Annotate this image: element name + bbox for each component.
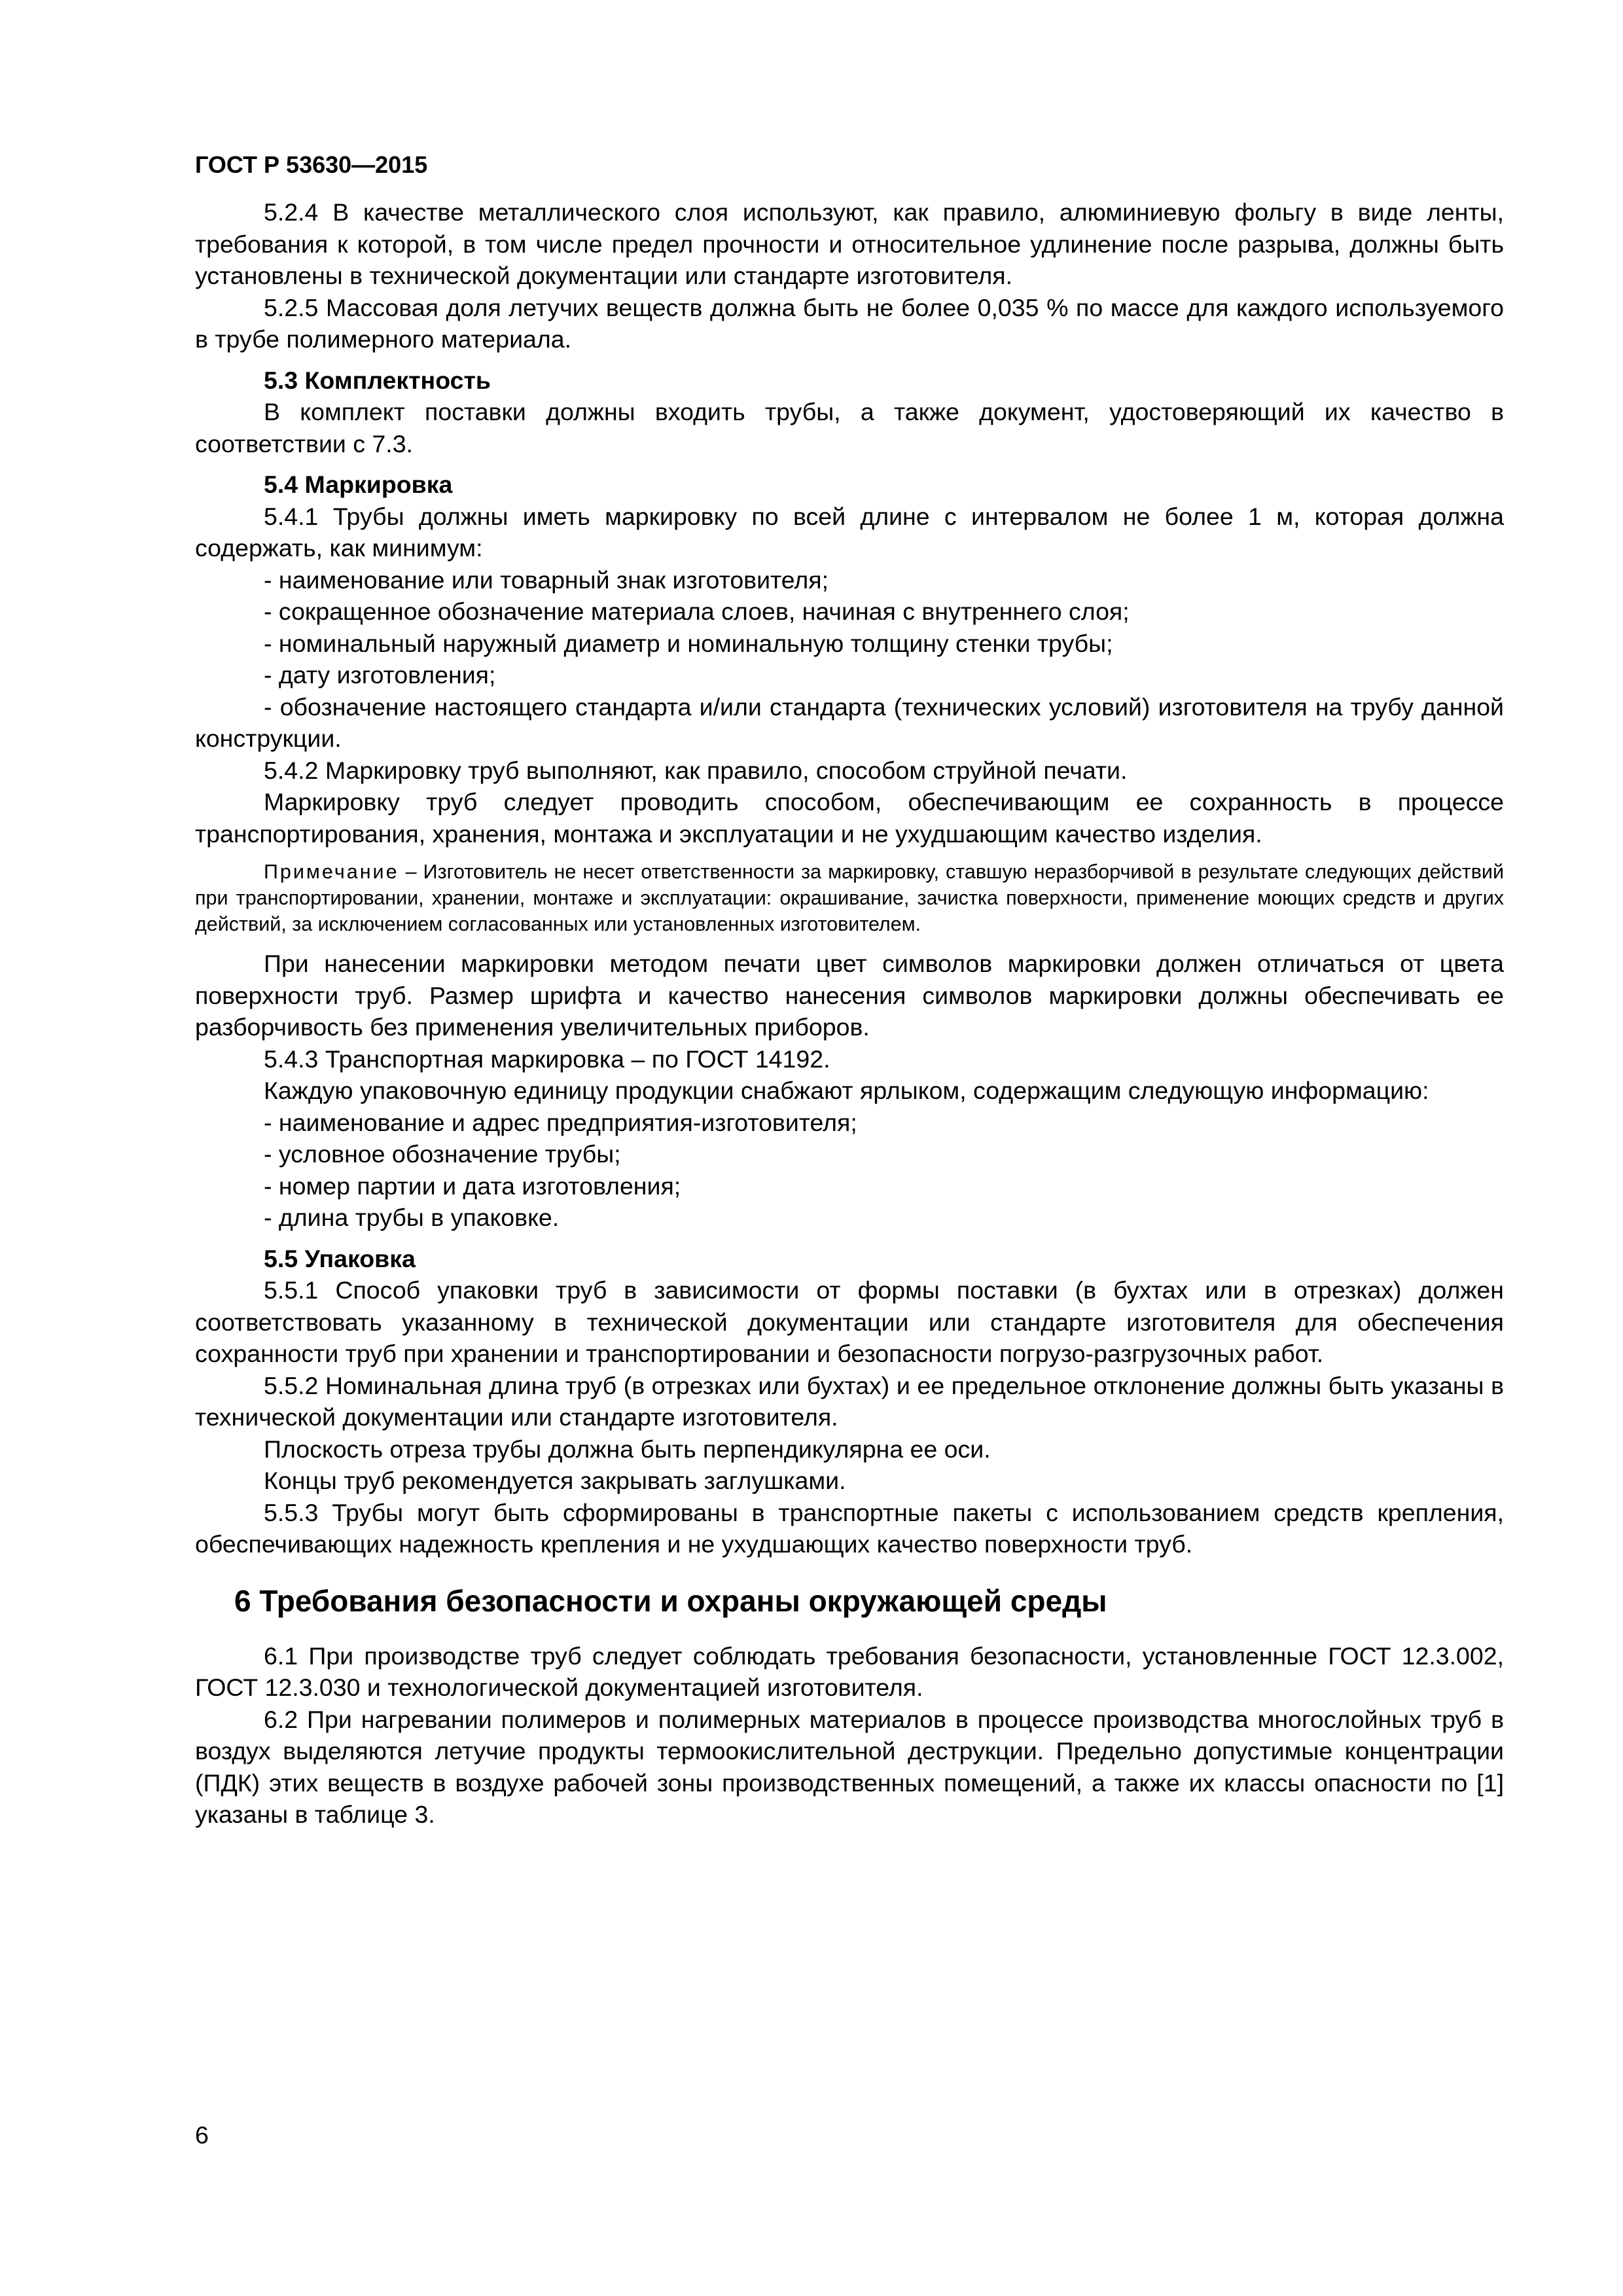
section-title-5-5: 5.5 Упаковка bbox=[264, 1244, 416, 1272]
document-body bbox=[195, 196, 1504, 1831]
list-item: - наименование и адрес предприятия-изготовителя; bbox=[264, 1108, 857, 1136]
list-item: - наименование или товарный знак изготовителя; bbox=[264, 565, 829, 594]
list-item: - условное обозначение трубы; bbox=[264, 1140, 621, 1168]
paragraph-5-4-2: 5.4.2 Маркировку труб выполняют, как правило, способом струйной печати. bbox=[264, 756, 1128, 784]
paragraph-5-5-1: 5.5.1 Способ упаковки труб в зависимости от формы поставки (в бухтах или в отрезках) должен соответствовать указанному в технической документации или стандарте изготовителя для обеспечения сохранности труб при хранении и транспортировании и безопасности погрузо-разгрузочных работ. bbox=[195, 1276, 1504, 1367]
paragraph-5-3: В комплект поставки должны входить трубы, а также документ, удостоверяющий их качество в соответствии с 7.3. bbox=[195, 398, 1504, 457]
list-item: - длина трубы в упаковке. bbox=[264, 1204, 560, 1231]
note-text: – Изготовитель не несет ответственности за маркировку, ставшую неразборчивой в результате следующих действий при транспортировании, хранении, монтаже и эксплуатации: окрашивание, зачистка поверхности, применение моющих средств и других действий, за исключением согласованных или установленных изготовителем. bbox=[195, 861, 1504, 935]
note-label: Примечание bbox=[264, 861, 399, 883]
paragraph-5-4-1: 5.4.1 Трубы должны иметь маркировку по всей длине с интервалом не более 1 м, которая должна содержать, как минимум: bbox=[195, 502, 1504, 562]
page-number: 6 bbox=[195, 2121, 209, 2149]
paragraph-pipe-ends: Концы труб рекомендуется закрывать заглушками. bbox=[264, 1467, 846, 1494]
section-title-6: 6 Требования безопасности и охраны окружающей среды bbox=[234, 1583, 1107, 1618]
list-item: - номер партии и дата изготовления; bbox=[264, 1172, 681, 1200]
paragraph-6-2: 6.2 При нагревании полимеров и полимерных материалов в процессе производства многослойных труб в воздух выделяются летучие продукты термоокислительной деструкции. Предельно допустимые концентрации (ПДК) этих веществ в воздухе рабочей зоны производственных помещений, а также их классы опасности по [1] указаны в таблице 3. bbox=[195, 1705, 1504, 1828]
paragraph-5-5-3: 5.5.3 Трубы могут быть сформированы в транспортные пакеты с использованием средств крепления, обеспечивающих надежность крепления и не ухудшающих качество поверхности труб. bbox=[195, 1498, 1504, 1558]
paragraph-5-4-3: 5.4.3 Транспортная маркировка – по ГОСТ 14192. bbox=[264, 1045, 830, 1073]
paragraph-5-2-5: 5.2.5 Массовая доля летучих веществ должна быть не более 0,035 % по массе для каждого используемого в трубе полимерного материала. bbox=[195, 293, 1504, 353]
paragraph-marking-color: При нанесении маркировки методом печати цвет символов маркировки должен отличаться от цвета поверхности труб. Размер шрифта и качество нанесения символов маркировки должны обеспечивать ее разборчивость без применения увеличительных приборов. bbox=[195, 950, 1504, 1041]
paragraph-5-2-4: 5.2.4 В качестве металлического слоя используют, как правило, алюминиевую фольгу в виде ленты, требования к которой, в том числе предел прочности и относительное удлинение после разрыва, должны быть установлены в технической документации или стандарте изготовителя. bbox=[195, 198, 1504, 289]
document-header-code: ГОСТ Р 53630—2015 bbox=[195, 151, 428, 178]
list-item: - обозначение настоящего стандарта и/или стандарта (технических условий) изготовителя на трубу данной конструкции. bbox=[195, 692, 1504, 752]
list-item: - номинальный наружный диаметр и номинальную толщину стенки трубы; bbox=[264, 629, 1113, 657]
paragraph-marking-method: Маркировку труб следует проводить способом, обеспечивающим ее сохранность в процессе транспортирования, хранения, монтажа и эксплуатации и не ухудшающим качество изделия. bbox=[195, 788, 1504, 848]
paragraph-cut-plane: Плоскость отреза трубы должна быть перпендикулярна ее оси. bbox=[264, 1435, 991, 1463]
section-title-5-4: 5.4 Маркировка bbox=[264, 471, 453, 498]
paragraph-label-info: Каждую упаковочную единицу продукции снабжают ярлыком, содержащим следующую информацию: bbox=[264, 1077, 1429, 1104]
list-item: - сокращенное обозначение материала слоев, начиная с внутреннего слоя; bbox=[264, 598, 1130, 625]
paragraph-6-1: 6.1 При производстве труб следует соблюдать требования безопасности, установленные ГОСТ 12.3.002, ГОСТ 12.3.030 и технологической документацией изготовителя. bbox=[195, 1641, 1504, 1701]
paragraph-5-5-2: 5.5.2 Номинальная длина труб (в отрезках или бухтах) и ее предельное отклонение должны быть указаны в технической документации или стандарте изготовителя. bbox=[195, 1371, 1504, 1431]
note bbox=[195, 859, 1504, 937]
section-title-5-3: 5.3 Комплектность bbox=[264, 366, 491, 394]
list-item: - дату изготовления; bbox=[264, 661, 496, 689]
